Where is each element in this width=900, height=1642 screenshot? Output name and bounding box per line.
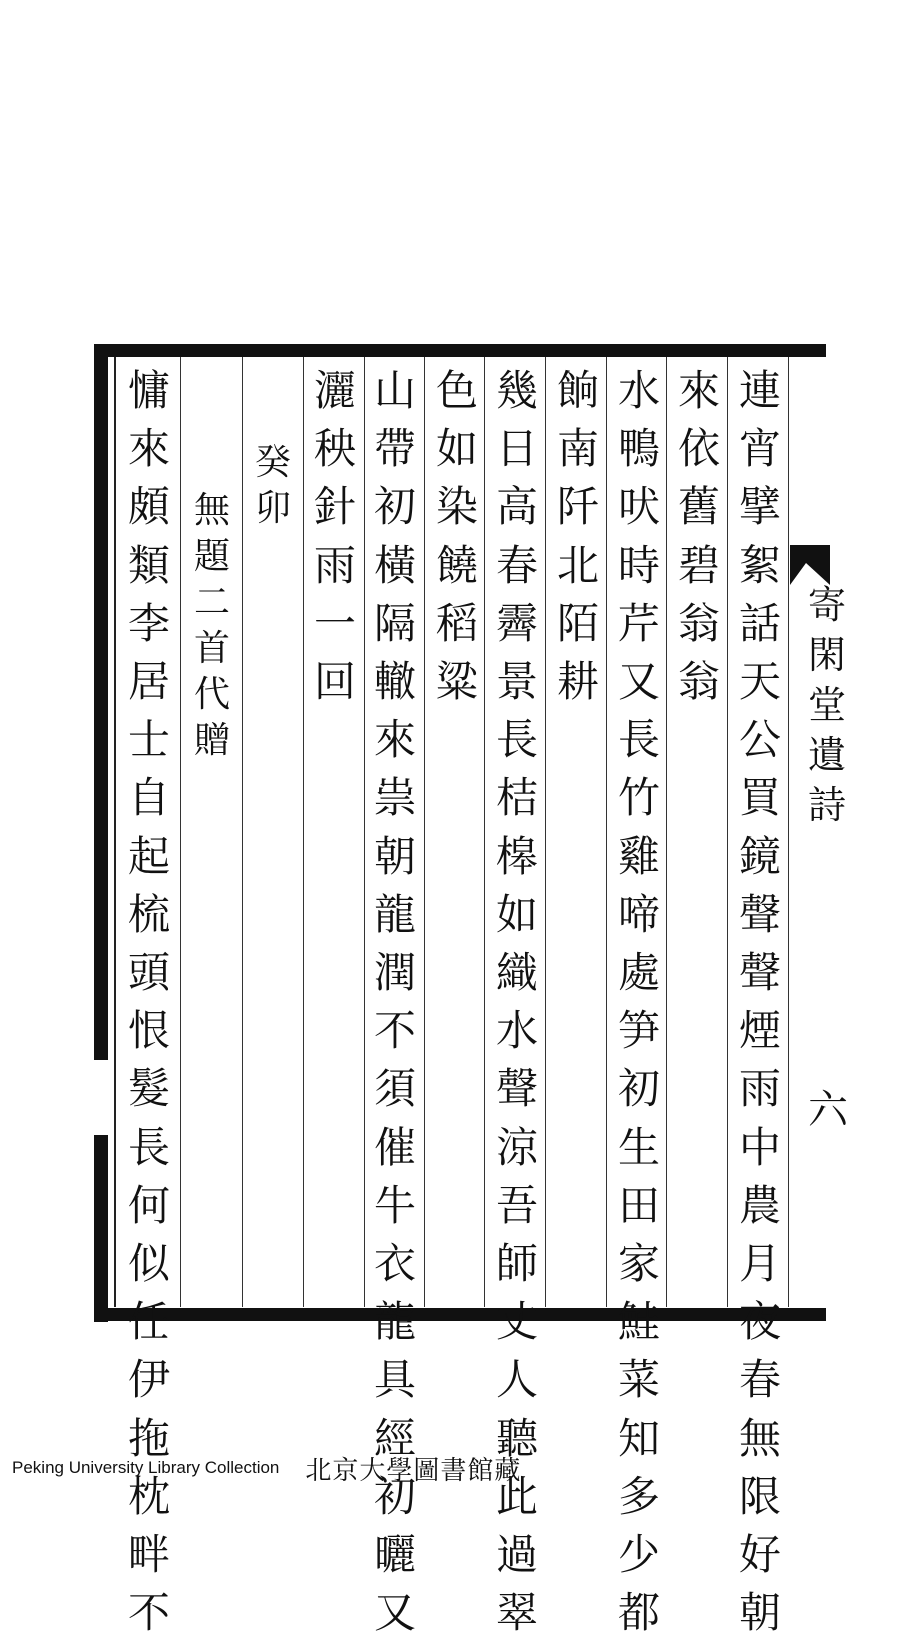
frame-top-border <box>100 344 826 357</box>
frame-left-border-gap <box>94 1060 108 1135</box>
text-column-4: 餉南阡北陌耕 <box>556 366 599 707</box>
column-rule <box>364 357 365 1307</box>
fishtail-mark <box>790 545 830 585</box>
collection-label-zh: 北京大學圖書館藏 <box>305 1455 522 1486</box>
frame-bottom-border <box>94 1308 826 1321</box>
column-rule <box>303 357 304 1307</box>
footer <box>12 1448 521 1488</box>
collection-label-en: Peking University Library Collection <box>12 1458 280 1477</box>
running-title: 寄閑堂遺詩 <box>808 583 847 827</box>
date-heading: 癸卯 <box>254 442 291 529</box>
text-column-1: 連宵擘絮話天公買鏡聲聲煙雨中農月夜春無限好朝 <box>738 366 781 1638</box>
text-column-6: 色如染饒稻粱 <box>435 366 478 707</box>
frame-left-border <box>94 344 108 1322</box>
column-rule <box>180 357 181 1307</box>
column-rule <box>242 357 243 1307</box>
text-column-3: 水鴨吠時芹又長竹雞啼處笋初生田家鮭菜知多少都 <box>617 366 660 1638</box>
text-column-9: 慵來頗類李居士自起梳頭恨髮長何似任伊拖枕畔不 <box>127 366 170 1638</box>
folio-number: 六 <box>808 1087 848 1133</box>
text-column-8: 灑秧針雨一回 <box>313 366 356 707</box>
poem-title: 無題二首代贈 <box>193 490 230 761</box>
column-rule <box>424 357 425 1307</box>
text-column-2: 來依舊碧翁翁 <box>677 366 720 707</box>
text-column-5: 幾日高春霽景長桔槔如織水聲涼吾師丈人聽此過翠 <box>495 366 538 1638</box>
text-column-7: 山帶初橫隔轍來祟朝龍潤不須催牛衣龍具經初曬又 <box>373 366 416 1638</box>
frame-left-inner-rule <box>114 357 116 1307</box>
